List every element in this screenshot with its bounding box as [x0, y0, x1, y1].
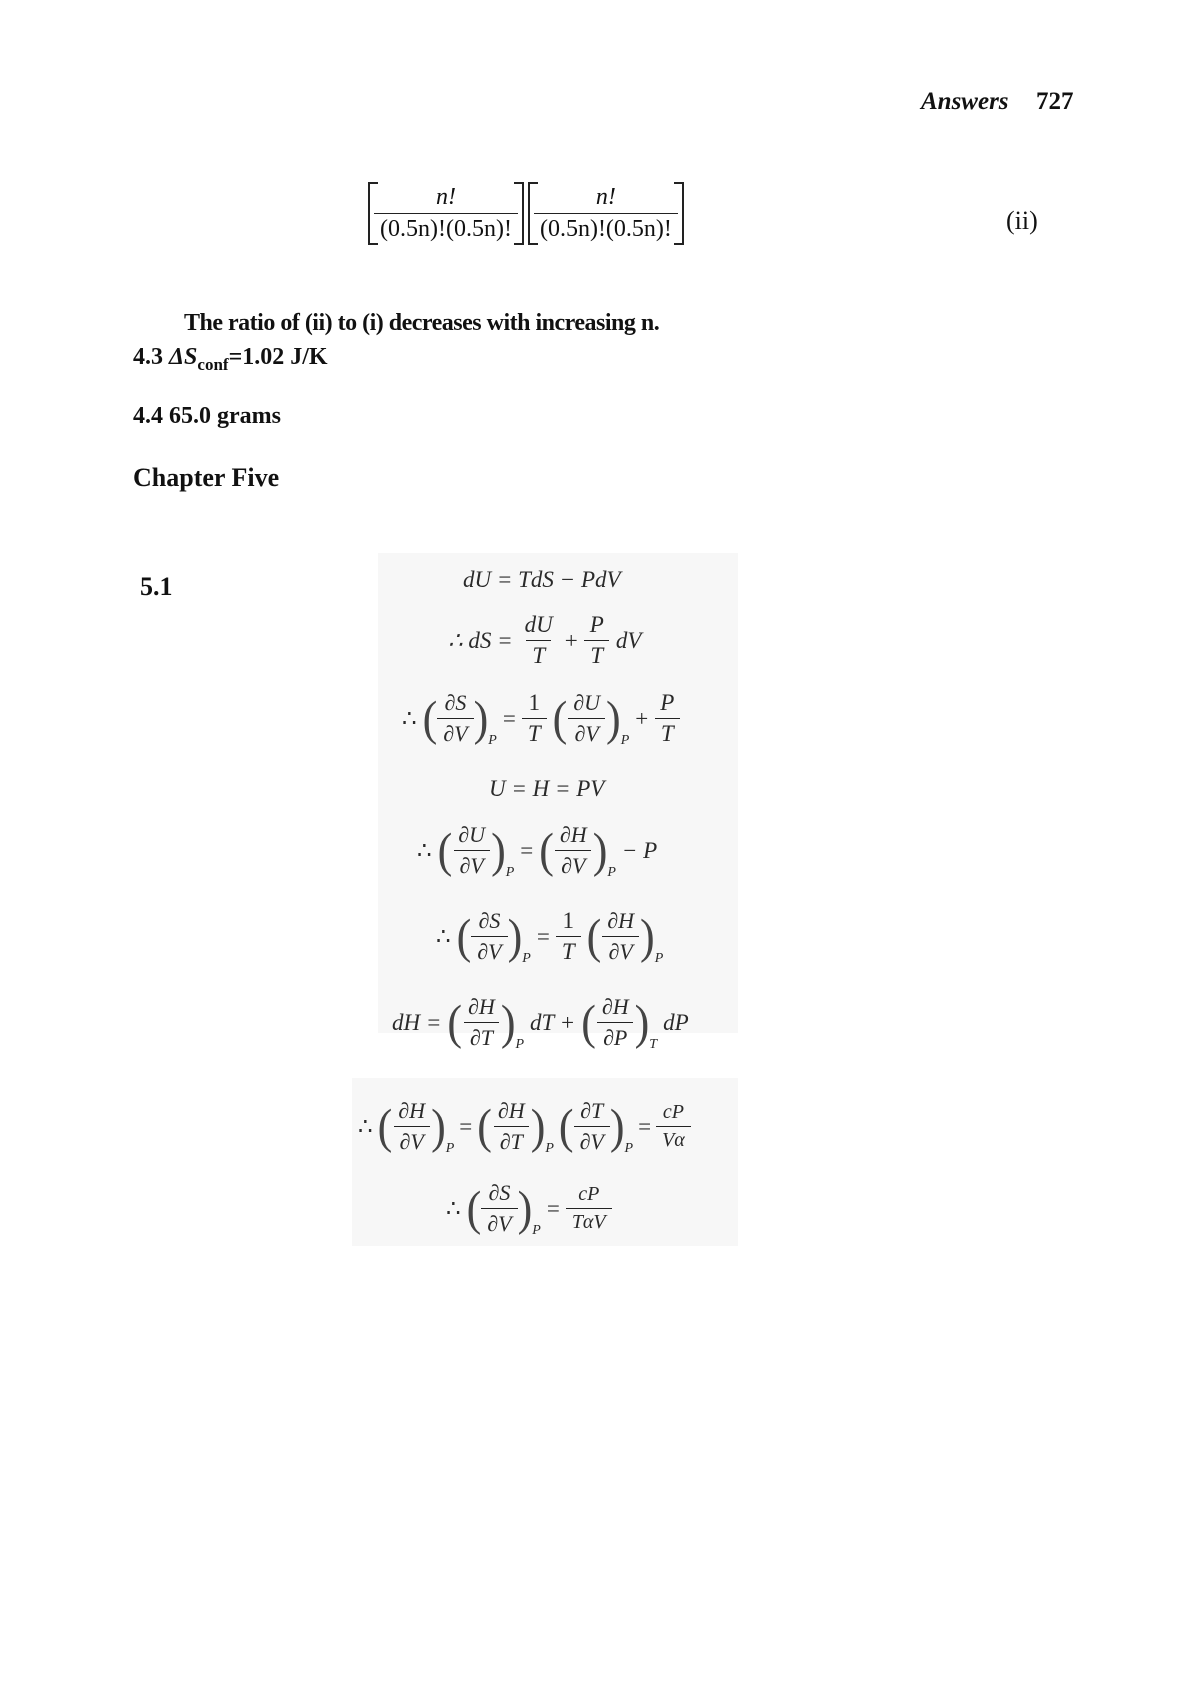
equation-label: (ii) [1006, 206, 1038, 235]
fraction-numerator: n! [435, 184, 456, 210]
chapter-heading: Chapter Five [133, 463, 280, 492]
derivation-line-2: ∴ dS = $\frac{dU}{T}$ + $\frac{P}{T}$ dV [448, 612, 642, 668]
fraction-denominator: (0.5n)!(0.5n)! [374, 213, 518, 243]
problem-number: 5.1 [140, 572, 173, 601]
entropy-symbol: ΔS [169, 344, 198, 370]
answer-number: 4.3 [133, 344, 163, 370]
fraction-denominator: (0.5n)!(0.5n)! [534, 213, 678, 243]
entropy-subscript: conf [197, 354, 229, 374]
derivation-line-1: dU = TdS − PdV [463, 567, 621, 592]
running-header-title: Answers [921, 88, 1009, 115]
derivation-line-9: ∴ ( $\frac{\partial S}{\partial V}$ ) P = $\frac{cP}{\text{TαV}}$ [446, 1180, 612, 1237]
bracket-equation [368, 182, 684, 245]
derivation-line-6: ∴ ( $\frac{\partial S}{\partial V}$ ) P = $\frac{1}{T}$ ( $\frac{\partial H}{\partial V}$ ) P [436, 908, 664, 966]
bracket-left-term [368, 182, 524, 245]
fraction-numerator: n! [595, 184, 616, 210]
ratio-statement: The ratio of (ii) to (i) decreases with increasing n. [184, 310, 660, 336]
derivation-line-8: ∴ ( $\frac{\partial H}{\partial V}$ ) P = ( $\frac{\partial H}{\partial T}$ ) P ( $\frac{\partial T}{\partial V}$ ) P = $\frac{cP}{V\alpha}$ [358, 1098, 691, 1155]
derivation-line-4: U = H = PV [489, 776, 605, 801]
answer-4-3 [133, 344, 328, 375]
derivation-line-7: dH = ( $\frac{\partial H}{\partial T}$ ) P dT + ( $\frac{\partial H}{\partial P}$ ) T dP [392, 994, 689, 1052]
page-number: 727 [1036, 88, 1074, 115]
answer-4-4: 4.4 65.0 grams [133, 403, 281, 429]
derivation-line-3: ∴ ( $\frac{\partial S}{\partial V}$ ) P = $\frac{1}{T}$ ( $\frac{\partial U}{\partial V}$ ) P + $\frac{P}{T}$ [402, 690, 680, 747]
derivation-line-5: ∴ ( $\frac{\partial U}{\partial V}$ ) P = ( $\frac{\partial H}{\partial V}$ ) P − P [417, 822, 658, 880]
bracket-right-term [528, 182, 684, 245]
answer-value: =1.02 J/K [228, 344, 328, 370]
